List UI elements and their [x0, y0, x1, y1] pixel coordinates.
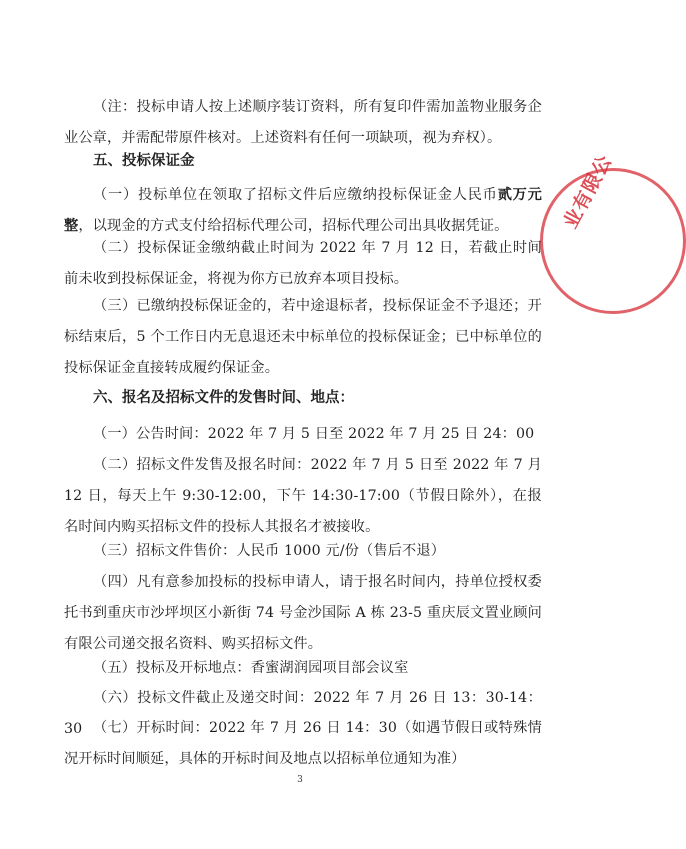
section-5-item-2: （二）投标保证金缴纳截止时间为 2022 年 7 月 12 日，若截止时间前未收到投标保证金，将视为你方已放弃本项目投标。 [64, 240, 542, 287]
section-6-heading: 六、报名及招标文件的发售时间、地点： [93, 390, 354, 406]
section-5-item-1-text: （一）投标单位在领取了招标文件后应缴纳投标保证金人民币 [93, 187, 498, 203]
section-6-item-3: （三）招标文件售价：人民币 1000 元/份（售后不退） [93, 543, 446, 559]
note-paragraph: （注：投标申请人按上述顺序装订资料，所有复印件需加盖物业服务企业公章，并需配带原件核对。上述资料有任何一项缺项，视为弃权）。 [64, 99, 542, 146]
seal-text: 业有限公 [559, 151, 617, 233]
section-6-item-7: （七）开标时间：2022 年 7 月 26 日 14：30（如遇节假日或特殊情况开标时间顺延，具体的开标时间及地点以招标单位通知为准） [64, 720, 542, 767]
section-5-item-1-text-end: ，以现金的方式支付给招标代理公司，招标代理公司出具收据凭证。 [78, 218, 509, 234]
section-6-item-6: （六）投标文件截止及递交时间：2022 年 7 月 26 日 13：30-14：30 [64, 690, 542, 737]
company-seal [540, 168, 686, 314]
section-6-item-5: （五）投标及开标地点：香蜜湖润园项目部会议室 [93, 660, 409, 676]
deposit-amount: 贰万元整 [64, 187, 543, 234]
section-5-item-3: （三）已缴纳投标保证金的，若中途退标者，投标保证金不予退还；开标结束后，5 个工作日内无息退还未中标单位的投标保证金；已中标单位的投标保证金直接转成履约保证金。 [64, 298, 542, 376]
page-number: 3 [297, 775, 303, 785]
section-5-heading: 五、投标保证金 [93, 153, 195, 169]
section-6-item-1: （一）公告时间：2022 年 7 月 5 日至 2022 年 7 月 25 日 24：00 [93, 426, 535, 442]
section-6-item-2: （二）招标文件发售及报名时间：2022 年 7 月 5 日至 2022 年 7 月 12 日，每天上午 9:30-12:00，下午 14:30-17:00（节假日除外），在报名时间内购买招标文件的投标人其报名才被接收。 [64, 457, 542, 535]
section-6-item-4: （四）凡有意参加投标的投标申请人，请于报名时间内，持单位授权委托书到重庆市沙坪坝区小新街 74 号金沙国际 A 栋 23-5 重庆辰文置业顾问有限公司递交报名资料、购买招标文件。 [64, 574, 542, 652]
